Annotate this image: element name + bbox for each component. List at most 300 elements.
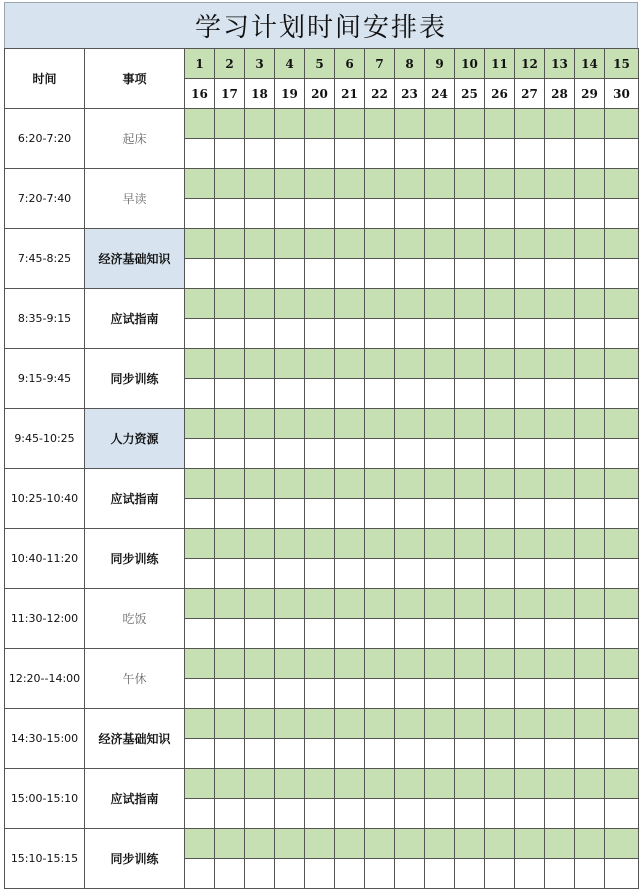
checkin-cell[interactable] — [515, 229, 545, 259]
checkin-cell[interactable] — [455, 319, 485, 349]
checkin-cell[interactable] — [185, 799, 215, 829]
checkin-cell[interactable] — [365, 439, 395, 469]
checkin-cell[interactable] — [515, 319, 545, 349]
checkin-cell[interactable] — [575, 649, 605, 679]
checkin-cell[interactable] — [275, 259, 305, 289]
checkin-cell[interactable] — [605, 529, 639, 559]
checkin-cell[interactable] — [605, 259, 639, 289]
checkin-cell[interactable] — [305, 649, 335, 679]
checkin-cell[interactable] — [455, 229, 485, 259]
checkin-cell[interactable] — [455, 169, 485, 199]
checkin-cell[interactable] — [515, 349, 545, 379]
checkin-cell[interactable] — [185, 499, 215, 529]
checkin-cell[interactable] — [305, 409, 335, 439]
checkin-cell[interactable] — [365, 109, 395, 139]
checkin-cell[interactable] — [515, 199, 545, 229]
checkin-cell[interactable] — [305, 379, 335, 409]
checkin-cell[interactable] — [215, 199, 245, 229]
checkin-cell[interactable] — [605, 349, 639, 379]
checkin-cell[interactable] — [245, 109, 275, 139]
checkin-cell[interactable] — [215, 529, 245, 559]
checkin-cell[interactable] — [185, 769, 215, 799]
checkin-cell[interactable] — [365, 259, 395, 289]
checkin-cell[interactable] — [215, 499, 245, 529]
checkin-cell[interactable] — [395, 109, 425, 139]
checkin-cell[interactable] — [575, 199, 605, 229]
checkin-cell[interactable] — [335, 679, 365, 709]
checkin-cell[interactable] — [485, 109, 515, 139]
checkin-cell[interactable] — [485, 139, 515, 169]
checkin-cell[interactable] — [215, 409, 245, 439]
checkin-cell[interactable] — [455, 529, 485, 559]
checkin-cell[interactable] — [575, 229, 605, 259]
checkin-cell[interactable] — [485, 229, 515, 259]
checkin-cell[interactable] — [335, 349, 365, 379]
checkin-cell[interactable] — [455, 619, 485, 649]
checkin-cell[interactable] — [335, 289, 365, 319]
checkin-cell[interactable] — [335, 109, 365, 139]
checkin-cell[interactable] — [335, 529, 365, 559]
checkin-cell[interactable] — [395, 379, 425, 409]
checkin-cell[interactable] — [365, 799, 395, 829]
checkin-cell[interactable] — [215, 169, 245, 199]
checkin-cell[interactable] — [605, 589, 639, 619]
checkin-cell[interactable] — [605, 679, 639, 709]
checkin-cell[interactable] — [215, 469, 245, 499]
checkin-cell[interactable] — [485, 169, 515, 199]
checkin-cell[interactable] — [575, 289, 605, 319]
checkin-cell[interactable] — [365, 529, 395, 559]
checkin-cell[interactable] — [575, 259, 605, 289]
checkin-cell[interactable] — [515, 649, 545, 679]
checkin-cell[interactable] — [215, 139, 245, 169]
checkin-cell[interactable] — [395, 409, 425, 439]
checkin-cell[interactable] — [395, 199, 425, 229]
checkin-cell[interactable] — [245, 589, 275, 619]
checkin-cell[interactable] — [335, 649, 365, 679]
checkin-cell[interactable] — [245, 859, 275, 889]
checkin-cell[interactable] — [545, 529, 575, 559]
checkin-cell[interactable] — [605, 709, 639, 739]
checkin-cell[interactable] — [185, 679, 215, 709]
checkin-cell[interactable] — [545, 799, 575, 829]
checkin-cell[interactable] — [545, 439, 575, 469]
checkin-cell[interactable] — [185, 439, 215, 469]
checkin-cell[interactable] — [215, 559, 245, 589]
checkin-cell[interactable] — [605, 859, 639, 889]
checkin-cell[interactable] — [335, 469, 365, 499]
checkin-cell[interactable] — [215, 439, 245, 469]
checkin-cell[interactable] — [335, 409, 365, 439]
checkin-cell[interactable] — [545, 319, 575, 349]
checkin-cell[interactable] — [335, 139, 365, 169]
checkin-cell[interactable] — [305, 559, 335, 589]
checkin-cell[interactable] — [605, 199, 639, 229]
checkin-cell[interactable] — [395, 679, 425, 709]
checkin-cell[interactable] — [305, 859, 335, 889]
checkin-cell[interactable] — [245, 349, 275, 379]
checkin-cell[interactable] — [275, 649, 305, 679]
checkin-cell[interactable] — [185, 649, 215, 679]
checkin-cell[interactable] — [185, 259, 215, 289]
checkin-cell[interactable] — [245, 559, 275, 589]
checkin-cell[interactable] — [455, 799, 485, 829]
checkin-cell[interactable] — [395, 829, 425, 859]
checkin-cell[interactable] — [215, 229, 245, 259]
checkin-cell[interactable] — [275, 349, 305, 379]
checkin-cell[interactable] — [575, 589, 605, 619]
checkin-cell[interactable] — [515, 409, 545, 439]
checkin-cell[interactable] — [365, 379, 395, 409]
checkin-cell[interactable] — [425, 559, 455, 589]
checkin-cell[interactable] — [605, 829, 639, 859]
checkin-cell[interactable] — [455, 259, 485, 289]
checkin-cell[interactable] — [245, 649, 275, 679]
checkin-cell[interactable] — [245, 469, 275, 499]
checkin-cell[interactable] — [305, 319, 335, 349]
checkin-cell[interactable] — [545, 289, 575, 319]
checkin-cell[interactable] — [245, 409, 275, 439]
checkin-cell[interactable] — [605, 439, 639, 469]
checkin-cell[interactable] — [185, 589, 215, 619]
checkin-cell[interactable] — [245, 259, 275, 289]
checkin-cell[interactable] — [515, 439, 545, 469]
checkin-cell[interactable] — [425, 829, 455, 859]
checkin-cell[interactable] — [545, 619, 575, 649]
checkin-cell[interactable] — [245, 679, 275, 709]
checkin-cell[interactable] — [185, 349, 215, 379]
checkin-cell[interactable] — [485, 499, 515, 529]
checkin-cell[interactable] — [395, 769, 425, 799]
checkin-cell[interactable] — [455, 199, 485, 229]
checkin-cell[interactable] — [545, 829, 575, 859]
checkin-cell[interactable] — [305, 439, 335, 469]
checkin-cell[interactable] — [455, 739, 485, 769]
checkin-cell[interactable] — [185, 619, 215, 649]
checkin-cell[interactable] — [395, 799, 425, 829]
checkin-cell[interactable] — [425, 439, 455, 469]
checkin-cell[interactable] — [365, 229, 395, 259]
checkin-cell[interactable] — [575, 499, 605, 529]
checkin-cell[interactable] — [215, 739, 245, 769]
checkin-cell[interactable] — [425, 679, 455, 709]
checkin-cell[interactable] — [425, 379, 455, 409]
checkin-cell[interactable] — [455, 769, 485, 799]
checkin-cell[interactable] — [395, 169, 425, 199]
checkin-cell[interactable] — [215, 319, 245, 349]
checkin-cell[interactable] — [515, 169, 545, 199]
checkin-cell[interactable] — [575, 409, 605, 439]
checkin-cell[interactable] — [515, 829, 545, 859]
checkin-cell[interactable] — [275, 769, 305, 799]
checkin-cell[interactable] — [455, 139, 485, 169]
checkin-cell[interactable] — [395, 559, 425, 589]
checkin-cell[interactable] — [365, 139, 395, 169]
checkin-cell[interactable] — [365, 679, 395, 709]
checkin-cell[interactable] — [305, 259, 335, 289]
checkin-cell[interactable] — [305, 109, 335, 139]
checkin-cell[interactable] — [185, 289, 215, 319]
checkin-cell[interactable] — [305, 469, 335, 499]
checkin-cell[interactable] — [335, 799, 365, 829]
checkin-cell[interactable] — [185, 559, 215, 589]
checkin-cell[interactable] — [575, 619, 605, 649]
checkin-cell[interactable] — [305, 589, 335, 619]
checkin-cell[interactable] — [485, 799, 515, 829]
checkin-cell[interactable] — [185, 469, 215, 499]
checkin-cell[interactable] — [545, 349, 575, 379]
checkin-cell[interactable] — [575, 739, 605, 769]
checkin-cell[interactable] — [335, 829, 365, 859]
checkin-cell[interactable] — [575, 439, 605, 469]
checkin-cell[interactable] — [305, 169, 335, 199]
checkin-cell[interactable] — [215, 619, 245, 649]
checkin-cell[interactable] — [185, 319, 215, 349]
checkin-cell[interactable] — [335, 229, 365, 259]
checkin-cell[interactable] — [425, 289, 455, 319]
checkin-cell[interactable] — [365, 769, 395, 799]
checkin-cell[interactable] — [515, 259, 545, 289]
checkin-cell[interactable] — [455, 829, 485, 859]
checkin-cell[interactable] — [425, 709, 455, 739]
checkin-cell[interactable] — [485, 439, 515, 469]
checkin-cell[interactable] — [545, 469, 575, 499]
checkin-cell[interactable] — [485, 469, 515, 499]
checkin-cell[interactable] — [365, 739, 395, 769]
checkin-cell[interactable] — [425, 619, 455, 649]
checkin-cell[interactable] — [545, 859, 575, 889]
checkin-cell[interactable] — [395, 139, 425, 169]
checkin-cell[interactable] — [185, 829, 215, 859]
checkin-cell[interactable] — [515, 499, 545, 529]
checkin-cell[interactable] — [215, 859, 245, 889]
checkin-cell[interactable] — [335, 619, 365, 649]
checkin-cell[interactable] — [425, 589, 455, 619]
checkin-cell[interactable] — [425, 199, 455, 229]
checkin-cell[interactable] — [575, 109, 605, 139]
checkin-cell[interactable] — [365, 619, 395, 649]
checkin-cell[interactable] — [365, 499, 395, 529]
checkin-cell[interactable] — [395, 499, 425, 529]
checkin-cell[interactable] — [485, 379, 515, 409]
checkin-cell[interactable] — [305, 679, 335, 709]
checkin-cell[interactable] — [245, 169, 275, 199]
checkin-cell[interactable] — [605, 649, 639, 679]
checkin-cell[interactable] — [215, 679, 245, 709]
checkin-cell[interactable] — [515, 799, 545, 829]
checkin-cell[interactable] — [335, 259, 365, 289]
checkin-cell[interactable] — [545, 169, 575, 199]
checkin-cell[interactable] — [425, 499, 455, 529]
checkin-cell[interactable] — [515, 769, 545, 799]
checkin-cell[interactable] — [485, 349, 515, 379]
checkin-cell[interactable] — [605, 799, 639, 829]
checkin-cell[interactable] — [305, 529, 335, 559]
checkin-cell[interactable] — [425, 259, 455, 289]
checkin-cell[interactable] — [425, 109, 455, 139]
checkin-cell[interactable] — [425, 799, 455, 829]
checkin-cell[interactable] — [185, 169, 215, 199]
checkin-cell[interactable] — [365, 409, 395, 439]
checkin-cell[interactable] — [515, 469, 545, 499]
checkin-cell[interactable] — [365, 829, 395, 859]
checkin-cell[interactable] — [215, 379, 245, 409]
checkin-cell[interactable] — [605, 619, 639, 649]
checkin-cell[interactable] — [185, 409, 215, 439]
checkin-cell[interactable] — [275, 679, 305, 709]
checkin-cell[interactable] — [185, 529, 215, 559]
checkin-cell[interactable] — [305, 799, 335, 829]
checkin-cell[interactable] — [485, 829, 515, 859]
checkin-cell[interactable] — [365, 469, 395, 499]
checkin-cell[interactable] — [575, 799, 605, 829]
checkin-cell[interactable] — [575, 469, 605, 499]
checkin-cell[interactable] — [605, 319, 639, 349]
checkin-cell[interactable] — [545, 559, 575, 589]
checkin-cell[interactable] — [485, 769, 515, 799]
checkin-cell[interactable] — [395, 439, 425, 469]
checkin-cell[interactable] — [365, 349, 395, 379]
checkin-cell[interactable] — [215, 709, 245, 739]
checkin-cell[interactable] — [485, 319, 515, 349]
checkin-cell[interactable] — [545, 739, 575, 769]
checkin-cell[interactable] — [275, 619, 305, 649]
checkin-cell[interactable] — [245, 499, 275, 529]
checkin-cell[interactable] — [365, 589, 395, 619]
checkin-cell[interactable] — [575, 559, 605, 589]
checkin-cell[interactable] — [185, 109, 215, 139]
checkin-cell[interactable] — [485, 709, 515, 739]
checkin-cell[interactable] — [275, 469, 305, 499]
checkin-cell[interactable] — [395, 589, 425, 619]
checkin-cell[interactable] — [305, 739, 335, 769]
checkin-cell[interactable] — [425, 229, 455, 259]
checkin-cell[interactable] — [275, 409, 305, 439]
checkin-cell[interactable] — [275, 229, 305, 259]
checkin-cell[interactable] — [485, 199, 515, 229]
checkin-cell[interactable] — [425, 739, 455, 769]
checkin-cell[interactable] — [305, 349, 335, 379]
checkin-cell[interactable] — [395, 349, 425, 379]
checkin-cell[interactable] — [575, 679, 605, 709]
checkin-cell[interactable] — [515, 559, 545, 589]
checkin-cell[interactable] — [605, 739, 639, 769]
checkin-cell[interactable] — [365, 319, 395, 349]
checkin-cell[interactable] — [215, 649, 245, 679]
checkin-cell[interactable] — [515, 109, 545, 139]
checkin-cell[interactable] — [185, 139, 215, 169]
checkin-cell[interactable] — [545, 259, 575, 289]
checkin-cell[interactable] — [275, 859, 305, 889]
checkin-cell[interactable] — [515, 709, 545, 739]
checkin-cell[interactable] — [245, 799, 275, 829]
checkin-cell[interactable] — [455, 109, 485, 139]
checkin-cell[interactable] — [245, 769, 275, 799]
checkin-cell[interactable] — [215, 829, 245, 859]
checkin-cell[interactable] — [215, 289, 245, 319]
checkin-cell[interactable] — [245, 319, 275, 349]
checkin-cell[interactable] — [545, 499, 575, 529]
checkin-cell[interactable] — [455, 349, 485, 379]
checkin-cell[interactable] — [395, 289, 425, 319]
checkin-cell[interactable] — [395, 469, 425, 499]
checkin-cell[interactable] — [545, 709, 575, 739]
checkin-cell[interactable] — [575, 709, 605, 739]
checkin-cell[interactable] — [515, 529, 545, 559]
checkin-cell[interactable] — [425, 469, 455, 499]
checkin-cell[interactable] — [215, 259, 245, 289]
checkin-cell[interactable] — [515, 859, 545, 889]
checkin-cell[interactable] — [245, 829, 275, 859]
checkin-cell[interactable] — [395, 859, 425, 889]
checkin-cell[interactable] — [455, 499, 485, 529]
checkin-cell[interactable] — [605, 139, 639, 169]
checkin-cell[interactable] — [185, 379, 215, 409]
checkin-cell[interactable] — [275, 289, 305, 319]
checkin-cell[interactable] — [275, 439, 305, 469]
checkin-cell[interactable] — [455, 469, 485, 499]
checkin-cell[interactable] — [275, 379, 305, 409]
checkin-cell[interactable] — [245, 619, 275, 649]
checkin-cell[interactable] — [455, 709, 485, 739]
checkin-cell[interactable] — [515, 379, 545, 409]
checkin-cell[interactable] — [575, 529, 605, 559]
checkin-cell[interactable] — [365, 649, 395, 679]
checkin-cell[interactable] — [575, 829, 605, 859]
checkin-cell[interactable] — [545, 109, 575, 139]
checkin-cell[interactable] — [185, 739, 215, 769]
checkin-cell[interactable] — [395, 529, 425, 559]
checkin-cell[interactable] — [395, 619, 425, 649]
checkin-cell[interactable] — [545, 679, 575, 709]
checkin-cell[interactable] — [455, 379, 485, 409]
checkin-cell[interactable] — [215, 799, 245, 829]
checkin-cell[interactable] — [545, 589, 575, 619]
checkin-cell[interactable] — [425, 529, 455, 559]
checkin-cell[interactable] — [215, 109, 245, 139]
checkin-cell[interactable] — [275, 559, 305, 589]
checkin-cell[interactable] — [485, 589, 515, 619]
checkin-cell[interactable] — [425, 859, 455, 889]
checkin-cell[interactable] — [515, 289, 545, 319]
checkin-cell[interactable] — [455, 589, 485, 619]
checkin-cell[interactable] — [605, 499, 639, 529]
checkin-cell[interactable] — [335, 169, 365, 199]
checkin-cell[interactable] — [545, 199, 575, 229]
checkin-cell[interactable] — [305, 499, 335, 529]
checkin-cell[interactable] — [335, 859, 365, 889]
checkin-cell[interactable] — [485, 259, 515, 289]
checkin-cell[interactable] — [305, 199, 335, 229]
checkin-cell[interactable] — [515, 739, 545, 769]
checkin-cell[interactable] — [275, 799, 305, 829]
checkin-cell[interactable] — [455, 649, 485, 679]
checkin-cell[interactable] — [275, 709, 305, 739]
checkin-cell[interactable] — [425, 319, 455, 349]
checkin-cell[interactable] — [305, 829, 335, 859]
checkin-cell[interactable] — [605, 169, 639, 199]
checkin-cell[interactable] — [455, 859, 485, 889]
checkin-cell[interactable] — [305, 709, 335, 739]
checkin-cell[interactable] — [395, 259, 425, 289]
checkin-cell[interactable] — [275, 589, 305, 619]
checkin-cell[interactable] — [515, 139, 545, 169]
checkin-cell[interactable] — [275, 169, 305, 199]
checkin-cell[interactable] — [545, 379, 575, 409]
checkin-cell[interactable] — [545, 139, 575, 169]
checkin-cell[interactable] — [305, 769, 335, 799]
checkin-cell[interactable] — [575, 859, 605, 889]
